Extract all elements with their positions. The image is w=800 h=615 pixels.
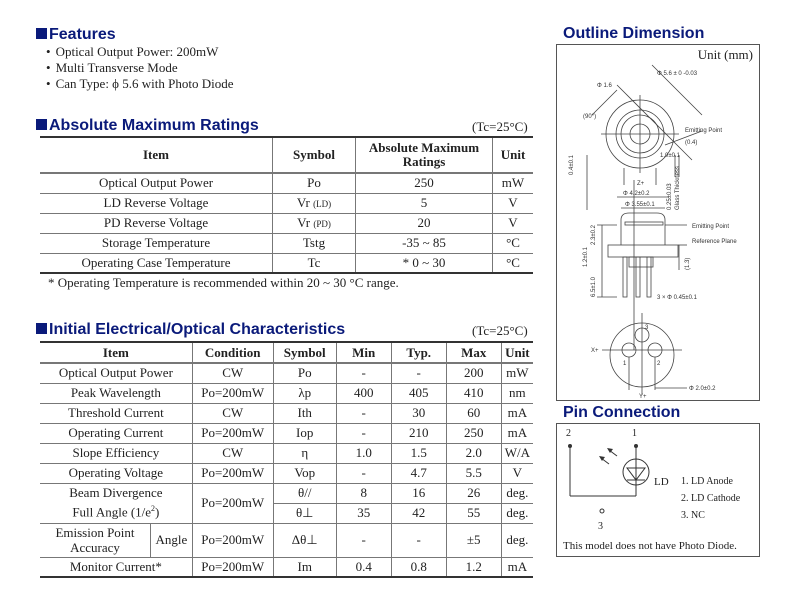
col-item: Item (40, 137, 273, 173)
cell-min: 400 (336, 383, 391, 403)
pin-heading: Pin Connection (563, 404, 681, 421)
eo-table (40, 341, 533, 578)
col-min: Min (336, 342, 391, 363)
cell-typ: 16 (391, 483, 446, 503)
cell-max: 2.0 (446, 443, 501, 463)
beam-close: ) (155, 504, 160, 520)
table-row (40, 403, 533, 423)
cell-unit: V (493, 213, 534, 233)
eo-title: Initial Electrical/Optical Characteristics (49, 321, 346, 338)
pin-list-item: 2. LD Cathode (681, 493, 741, 504)
cell-item (40, 483, 192, 523)
cell-item: Slope Efficiency (40, 443, 192, 463)
cell-symbol: Vop (273, 463, 336, 483)
dim-label: Emitting Point (692, 224, 730, 230)
feature-item: • Optical Output Power: 200mW (46, 44, 234, 60)
cell-item: Operating Current (40, 423, 192, 443)
eo-condition: (Tc=25°C) (472, 323, 528, 338)
cell-symbol: Ith (273, 403, 336, 423)
cell-condition: CW (192, 403, 273, 423)
cell-symbol (273, 173, 356, 193)
pin-list (681, 473, 740, 524)
cell-typ: 1.5 (391, 443, 446, 463)
cell-unit: deg. (501, 483, 533, 503)
cell-symbol: η (273, 443, 336, 463)
pin-connection-box (556, 423, 760, 557)
outline-drawing (557, 45, 759, 400)
nc-pin-dot (600, 509, 604, 513)
cell-min: - (336, 463, 391, 483)
cell-symbol (273, 233, 356, 253)
beam-line2: Full Angle (1/e (72, 504, 152, 520)
table-row (40, 363, 533, 383)
features-list (46, 44, 234, 92)
cell-min: - (336, 403, 391, 423)
cell-condition: CW (192, 443, 273, 463)
dim-label: Y+ (639, 394, 647, 400)
square-bullet-icon (36, 119, 47, 130)
square-bullet-icon (36, 28, 47, 39)
table-row (40, 253, 533, 273)
features-heading (36, 26, 116, 44)
symbol-text: Po (307, 175, 321, 191)
dim-label: Φ 2.0±0.2 (689, 386, 716, 392)
dim-label: Z+ (637, 181, 645, 187)
cell-max: 1.2 (446, 557, 501, 577)
pin-list-item: 1. LD Anode (681, 476, 733, 487)
outline-drawing-box (556, 44, 760, 401)
table-row (40, 557, 533, 577)
pin-label-1: 1 (632, 428, 637, 439)
cell-max: 60 (446, 403, 501, 423)
cell-max: 26 (446, 483, 501, 503)
cell-item: Emission Point Accuracy (40, 523, 151, 557)
col-item: Item (40, 342, 192, 363)
table-header-row (40, 342, 533, 363)
cell-symbol: Iop (273, 423, 336, 443)
beam-line1: Beam Divergence (69, 485, 163, 501)
cell-unit: mA (501, 557, 533, 577)
dim-label: 1.0±0.1 (660, 153, 680, 159)
cell-item: LD Reverse Voltage (40, 193, 273, 213)
col-typ: Typ. (391, 342, 446, 363)
pin-label-3: 3 (598, 521, 603, 532)
eo-heading (36, 321, 345, 339)
abs-max-table (40, 136, 533, 274)
table-row (40, 423, 533, 443)
cell-min: - (336, 523, 391, 557)
cell-item: PD Reverse Voltage (40, 213, 273, 233)
dim-label: (1.3) (685, 257, 691, 270)
cell-condition: CW (192, 363, 273, 383)
cell-unit: V (493, 193, 534, 213)
dim-label: 1.2±0.1 (583, 247, 589, 267)
pin-number: 1 (623, 361, 627, 367)
abs-max-condition: (Tc=25°C) (472, 119, 528, 134)
symbol-sub: (PD) (313, 219, 331, 229)
table-row (40, 233, 533, 253)
table-row (40, 523, 533, 557)
cell-symbol (273, 193, 356, 213)
cell-unit: deg. (501, 503, 533, 523)
cell-max: 410 (446, 383, 501, 403)
dim-label: Emitting Point (685, 128, 723, 134)
cell-typ: 42 (391, 503, 446, 523)
cell-symbol: Im (273, 557, 336, 577)
cell-symbol: θ⊥ (273, 503, 336, 523)
table-row (40, 173, 533, 193)
cell-max: 200 (446, 363, 501, 383)
abs-max-heading (36, 117, 259, 135)
cell-typ: 30 (391, 403, 446, 423)
feature-item: • Multi Transverse Mode (46, 60, 234, 76)
abs-max-title: Absolute Maximum Ratings (49, 117, 259, 134)
dim-label: Reference Plane (692, 239, 737, 245)
dim-label: 0.4±0.1 (569, 155, 575, 175)
col-max: Max (446, 342, 501, 363)
pin-label-2: 2 (566, 428, 571, 439)
cell-typ: - (391, 523, 446, 557)
outline-heading: Outline Dimension (563, 25, 705, 42)
cell-item: Monitor Current* (40, 557, 192, 577)
cell-symbol (273, 213, 356, 233)
cell-max: 250 (446, 423, 501, 443)
cell-unit: W/A (501, 443, 533, 463)
cell-unit: °C (493, 253, 534, 273)
cell-typ: 4.7 (391, 463, 446, 483)
cell-typ: 210 (391, 423, 446, 443)
cell-unit: mW (493, 173, 534, 193)
cell-unit: mA (501, 423, 533, 443)
cell-value: 5 (356, 193, 493, 213)
cell-condition: Po=200mW (192, 483, 273, 523)
cell-value: 20 (356, 213, 493, 233)
dim-label: 3 × Φ 0.45±0.1 (657, 295, 697, 301)
cell-symbol: λp (273, 383, 336, 403)
cell-typ: 405 (391, 383, 446, 403)
cell-value: 250 (356, 173, 493, 193)
cell-max: ±5 (446, 523, 501, 557)
cell-symbol: Δθ⊥ (273, 523, 336, 557)
symbol-text: Vr (297, 215, 311, 230)
cell-max: 5.5 (446, 463, 501, 483)
cell-unit: mW (501, 363, 533, 383)
cell-item: Optical Output Power (40, 173, 273, 193)
col-condition: Condition (192, 342, 273, 363)
cell-unit: °C (493, 233, 534, 253)
abs-max-note: * Operating Temperature is recommended within 20 ~ 30 °C range. (48, 275, 399, 290)
col-symbol: Symbol (273, 342, 336, 363)
cell-min: 0.4 (336, 557, 391, 577)
col-unit: Unit (501, 342, 533, 363)
dim-label: (90°) (583, 114, 597, 120)
features-title: Features (49, 26, 116, 43)
cell-unit: nm (501, 383, 533, 403)
table-row (40, 213, 533, 233)
cell-value: -35 ~ 85 (356, 233, 493, 253)
ld-label: LD (654, 476, 669, 488)
cell-item: Optical Output Power (40, 363, 192, 383)
feature-item: • Can Type: ϕ 5.6 with Photo Diode (46, 76, 234, 92)
cell-item: Storage Temperature (40, 233, 273, 253)
dim-label: (0.4) (685, 140, 698, 146)
beam-sup: 2 (151, 504, 156, 514)
cell-unit: V (501, 463, 533, 483)
square-bullet-icon (36, 323, 47, 334)
cell-min: - (336, 423, 391, 443)
cell-condition: Po=200mW (192, 423, 273, 443)
symbol-text: Vr (296, 195, 310, 210)
table-row (40, 443, 533, 463)
cell-min: 8 (336, 483, 391, 503)
cell-max: 55 (446, 503, 501, 523)
cell-item: Threshold Current (40, 403, 192, 423)
dim-label: Φ 3.55±0.1 (625, 202, 655, 208)
table-row (40, 193, 533, 213)
dim-label: 6.5±1.0 (591, 277, 597, 297)
cell-subitem: Angle (151, 523, 193, 557)
dim-label: Glass Thickness (675, 166, 681, 210)
dim-label: X+ (591, 348, 599, 354)
dim-label: Φ 4.2±0.2 (623, 191, 650, 197)
table-row (40, 383, 533, 403)
pin-list-item: 3. NC (681, 510, 705, 521)
dim-label: 0.25±0.03 (667, 183, 673, 210)
cell-typ: - (391, 363, 446, 383)
symbol-text: Tstg (302, 235, 326, 250)
table-header-row (40, 137, 533, 173)
cell-condition: Po=200mW (192, 463, 273, 483)
col-unit: Unit (493, 137, 534, 173)
cell-item: Peak Wavelength (40, 383, 192, 403)
table-row (40, 483, 533, 503)
pin-number: 2 (657, 361, 661, 367)
cell-condition: Po=200mW (192, 523, 273, 557)
cell-symbol: Po (273, 363, 336, 383)
cell-min: - (336, 363, 391, 383)
cell-typ: 0.8 (391, 557, 446, 577)
cell-min: 35 (336, 503, 391, 523)
cell-unit: mA (501, 403, 533, 423)
cell-value: * 0 ~ 30 (356, 253, 493, 273)
pin-number: 3 (645, 325, 649, 331)
symbol-text: Tc (307, 254, 321, 270)
cell-symbol: θ// (273, 483, 336, 503)
unit-label: Unit (mm) (697, 47, 753, 62)
cell-item: Operating Case Temperature (40, 253, 273, 273)
col-ratings: Absolute Maximum Ratings (356, 137, 493, 173)
cell-unit: deg. (501, 523, 533, 557)
dim-label: Φ 1.6 (597, 83, 612, 89)
cell-symbol (273, 253, 356, 273)
cell-item: Operating Voltage (40, 463, 192, 483)
table-row (40, 463, 533, 483)
symbol-sub: (LD) (313, 199, 332, 209)
pin-note: This model does not have Photo Diode. (563, 540, 737, 552)
cell-condition: Po=200mW (192, 557, 273, 577)
cell-min: 1.0 (336, 443, 391, 463)
dim-label: Φ 5.6 ± 0 -0.03 (657, 71, 698, 77)
dim-label: 2.3±0.2 (591, 225, 597, 245)
col-symbol: Symbol (273, 137, 356, 173)
cell-condition: Po=200mW (192, 383, 273, 403)
